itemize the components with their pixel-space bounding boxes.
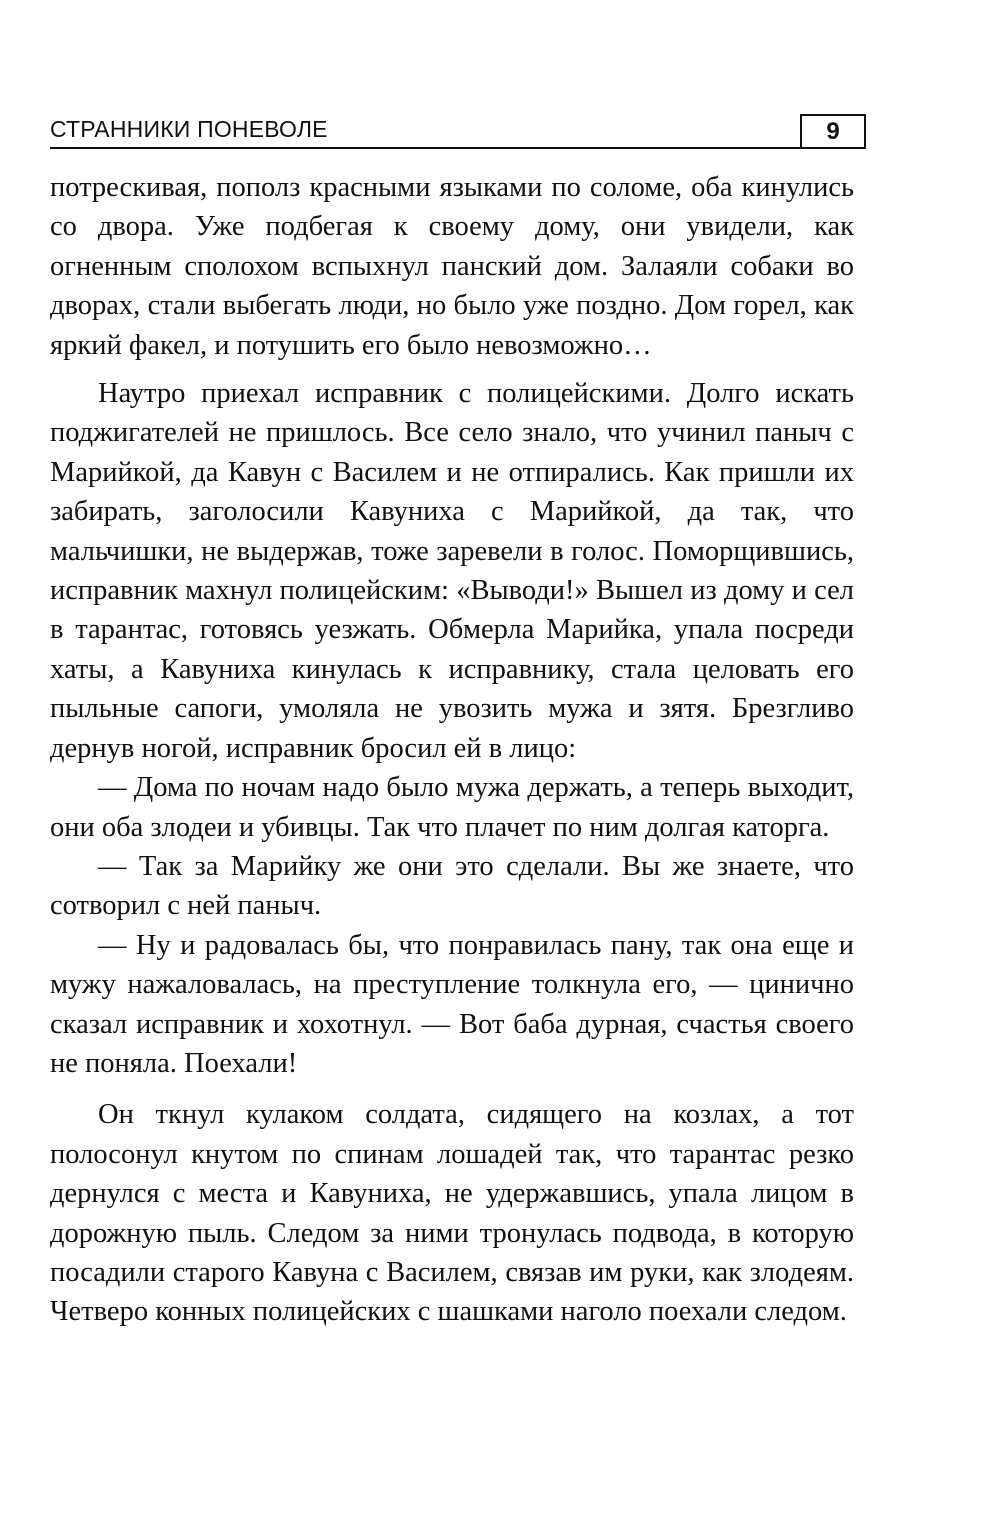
running-title: СТРАННИКИ ПОНЕВОЛЕ <box>50 116 328 142</box>
header-rule <box>50 147 866 149</box>
paragraph-arrival: Наутро приехал исправник с полицейскими. Долго искать поджигателей не пришлось. Все село знало, что учинил паныч с Марийкой, да Кавун с Василем и не отпирались. Как пришли их забирать, заголосили Кавуниха с Марийкой, да так, что мальчишки, не выдержав, тоже заревели в голос. Поморщившись, исправник махнул полицейским: «Выводи!» Вышел из дому и сел в тарантас, готовясь уезжать. Обмерла Марийка, упала посреди хаты, а Кавуниха кинулась к исправнику, стала целовать его пыльные сапоги, умоляла не увозить мужа и зятя. Брезгливо дернув ногой, исправник бросил ей в лицо: <box>50 378 854 764</box>
dialogue-line: — Дома по ночам надо было мужа держать, а теперь выходит, они оба злодеи и убивцы. Так что плачет по ним долгая каторга. <box>50 772 854 843</box>
paragraph-departure: Он ткнул кулаком солдата, сидящего на козлах, а тот полосонул кнутом по спинам лошадей так, что тарантас резко дернулся с места и Кавуниха, не удержавшись, упала лицом в дорожную пыль. Следом за ними тронулась подвода, в которую посадили старого Кавуна с Василем, связав им руки, как злодеям. Четверо конных полицейских с шашками наголо поехали следом. <box>50 1099 854 1328</box>
paragraph-continued: потрескивая, пополз красными языками по соломе, оба кинулись со двора. Уже подбегая к своему дому, они увидели, как огненным сполохом вспыхнул панский дом. Залаяли собаки во дворах, стали выбегать люди, но было уже поздно. Дом горел, как яркий факел, и потушить его было невозможно… <box>50 172 854 361</box>
body-text <box>50 168 854 1332</box>
page-number-box <box>800 114 866 148</box>
dialogue-line: — Так за Марийку же они это сделали. Вы же знаете, что сотворил с ней паныч. <box>50 850 854 922</box>
page-header <box>50 112 866 150</box>
page-number: 9 <box>826 118 840 145</box>
dialogue-line: — Ну и радовалась бы, что понравилась пану, так она еще и мужу нажаловалась, на преступление толкнула его, — цинично сказал исправник и хохотнул. — Вот баба дурная, счастья своего не поняла. Поехали! <box>50 929 854 1079</box>
